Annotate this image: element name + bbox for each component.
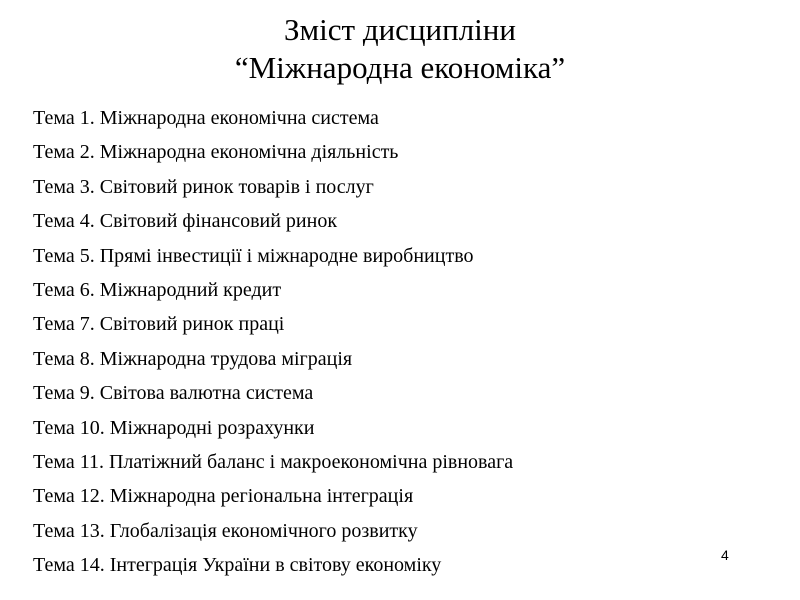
slide-title bbox=[0, 11, 800, 87]
title-line-1: Зміст дисципліни bbox=[284, 12, 516, 47]
topic-item: Тема 1. Міжнародна економічна система bbox=[33, 107, 379, 129]
topic-item: Тема 11. Платіжний баланс і макроекономічна рівновага bbox=[33, 450, 514, 473]
topic-item: Тема 3. Світовий ринок товарів і послуг bbox=[33, 175, 374, 198]
topic-item: Тема 7. Світовий ринок праці bbox=[33, 313, 285, 336]
page-number: 4 bbox=[721, 547, 729, 563]
topic-item: Тема 14. Інтеграція України в світову економіку bbox=[33, 554, 442, 577]
topic-item: Тема 5. Прямі інвестиції і міжнародне виробництво bbox=[33, 244, 474, 267]
topic-item: Тема 13. Глобалізація економічного розвитку bbox=[33, 519, 418, 542]
topic-item: Тема 6. Міжнародний кредит bbox=[33, 278, 282, 301]
topic-item: Тема 10. Міжнародні розрахунки bbox=[33, 416, 315, 439]
topic-item: Тема 4. Світовий фінансовий ринок bbox=[33, 210, 338, 233]
topic-item: Тема 2. Міжнародна економічна діяльність bbox=[33, 141, 399, 164]
topic-list bbox=[33, 102, 513, 583]
topic-item: Тема 9. Світова валютна система bbox=[33, 382, 314, 405]
topic-item: Тема 12. Міжнародна регіональна інтеграція bbox=[33, 485, 414, 508]
title-line-2: “Міжнародна економіка” bbox=[234, 50, 566, 85]
topic-item: Тема 8. Міжнародна трудова міграція bbox=[33, 347, 353, 370]
